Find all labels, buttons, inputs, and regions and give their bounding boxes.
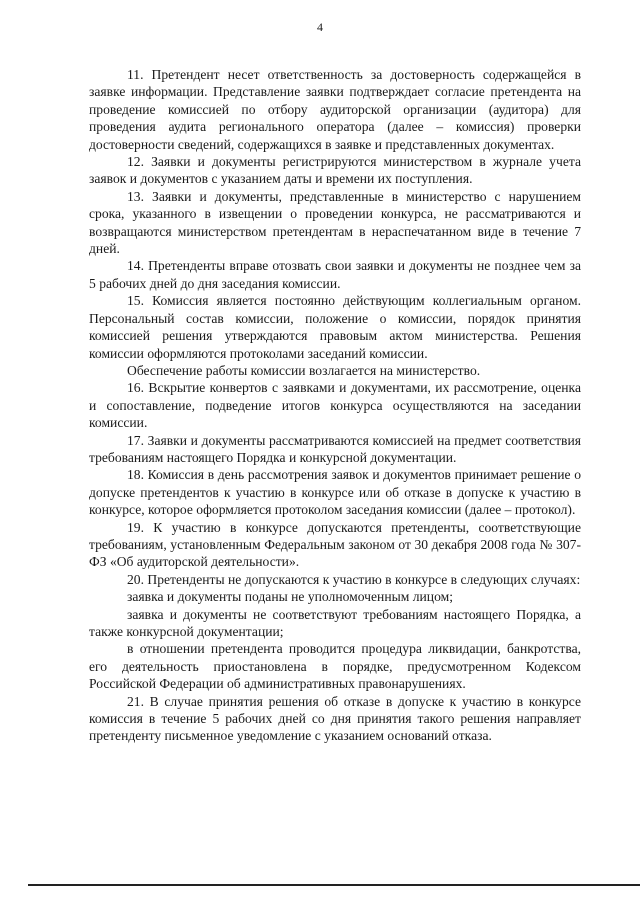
- paragraph-20-case-3: в отношении претендента проводится процедура ликвидации, банкротства, его деятельность приостановлена в порядке, предусмотренном Кодексом Российской Федерации об административных правонарушениях.: [89, 641, 581, 692]
- paragraph-20-case-1: заявка и документы поданы не уполномоченным лицом;: [127, 589, 453, 605]
- document-body: [89, 66, 581, 745]
- paragraph-16: 16. Вскрытие конвертов с заявками и документами, их рассмотрение, оценка и сопоставление, подведение итогов конкурса осуществляются на заседании комиссии.: [89, 380, 581, 431]
- paragraph-19: 19. К участию в конкурсе допускаются претенденты, соответствующие требованиям, установленным Федеральным законом от 30 декабря 2008 года № 307-ФЗ «Об аудиторской деятельности».: [89, 519, 581, 570]
- paragraph-13: 13. Заявки и документы, представленные в министерство с нарушением срока, указанного в извещении о проведении конкурса, не рассматриваются и возвращаются министерством претендентам в нераспечатанном виде в течение 7 дней.: [89, 188, 581, 257]
- page-number: 4: [317, 20, 323, 34]
- paragraph-17: 17. Заявки и документы рассматриваются комиссией на предмет соответствия требованиям настоящего Порядка и конкурсной документации.: [89, 432, 581, 465]
- paragraph-15: 15. Комиссия является постоянно действующим коллегиальным органом. Персональный состав комиссии, положение о комиссии, порядок принятия комиссией решения утверждаются правовым актом министерства. Решения комиссии оформляются протоколами заседаний комиссии.: [89, 293, 581, 361]
- paragraph-18: 18. Комиссия в день рассмотрения заявок и документов принимает решение о допуске претендентов к участию в конкурсе или об отказе в допуске к участию в конкурсе, которое оформляется протоколом заседания комиссии (далее – протокол).: [89, 467, 581, 518]
- paragraph-20-case-2: заявка и документы не соответствуют требованиям настоящего Порядка, а также конкурсной документации;: [89, 606, 581, 639]
- bottom-scan-edge: [28, 884, 640, 886]
- paragraph-11: 11. Претендент несет ответственность за достоверность содержащейся в заявке информации. Представление заявки подтверждает согласие претендента на проведение комиссией по отбору аудиторской организации (аудитора) для проведения аудита регионального оператора (далее – комиссия) проверки достоверности сведений, содержащихся в заявке и представленных документах.: [89, 67, 581, 152]
- paragraph-21: 21. В случае принятия решения об отказе в допуске к участию в конкурсе комиссия в течение 5 рабочих дней со дня принятия такого решения направляет претенденту письменное уведомление с указанием оснований отказа.: [89, 693, 581, 744]
- paragraph-12: 12. Заявки и документы регистрируются министерством в журнале учета заявок и документов с указанием даты и времени их поступления.: [89, 154, 581, 187]
- paragraph-14: 14. Претенденты вправе отозвать свои заявки и документы не позднее чем за 5 рабочих дней до дня заседания комиссии.: [89, 258, 581, 291]
- paragraph-15-note: Обеспечение работы комиссии возлагается на министерство.: [127, 362, 481, 378]
- paragraph-20: 20. Претенденты не допускаются к участию в конкурсе в следующих случаях:: [127, 571, 581, 587]
